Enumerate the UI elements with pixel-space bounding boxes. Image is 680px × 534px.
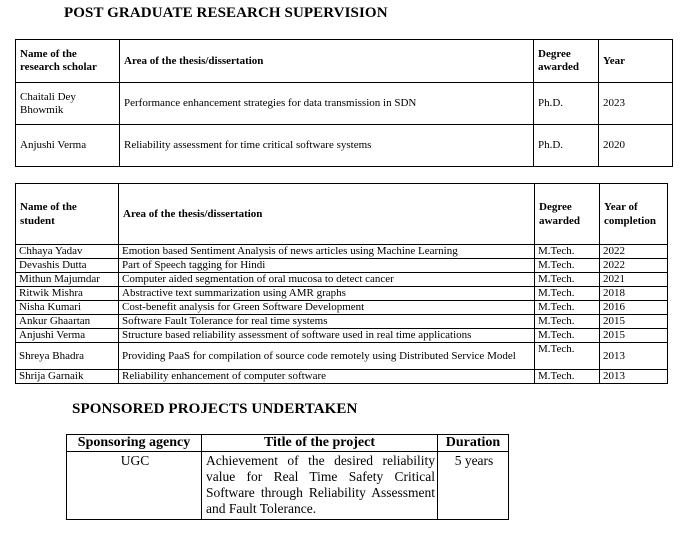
student-name: Chhaya Yadav <box>16 245 119 259</box>
table-row <box>67 452 509 520</box>
header-year: Year <box>599 40 673 83</box>
degree: M.Tech. <box>535 370 600 384</box>
table-row <box>16 301 668 315</box>
thesis-area: Providing PaaS for compilation of source code remotely using Distributed Service Model <box>119 343 535 370</box>
header-thesis-area: Area of the thesis/dissertation <box>120 40 534 83</box>
student-name: Anjushi Verma <box>16 329 119 343</box>
header-student-name: Name of the student <box>16 184 119 245</box>
header-sponsoring-agency: Sponsoring agency <box>67 435 202 452</box>
header-duration: Duration <box>438 435 509 452</box>
header-year-completion: Year of completion <box>600 184 668 245</box>
year: 2022 <box>600 245 668 259</box>
degree: M.Tech. <box>535 301 600 315</box>
section-title-sponsored: SPONSORED PROJECTS UNDERTAKEN <box>72 401 358 417</box>
year: 2021 <box>600 273 668 287</box>
thesis-area: Cost-benefit analysis for Green Software Development <box>119 301 535 315</box>
table-row <box>16 287 668 301</box>
thesis-area: Computer aided segmentation of oral mucosa to detect cancer <box>119 273 535 287</box>
year: 2018 <box>600 287 668 301</box>
student-table <box>15 183 668 384</box>
thesis-area: Structure based reliability assessment of software used in real time applications <box>119 329 535 343</box>
student-name: Mithun Majumdar <box>16 273 119 287</box>
table-row <box>16 315 668 329</box>
student-name: Ankur Ghaartan <box>16 315 119 329</box>
student-name: Nisha Kumari <box>16 301 119 315</box>
year: 2023 <box>599 83 673 125</box>
year: 2013 <box>600 370 668 384</box>
table-header-row <box>16 184 668 245</box>
year: 2020 <box>599 125 673 167</box>
student-name: Shrija Garnaik <box>16 370 119 384</box>
table-row <box>16 259 668 273</box>
year: 2016 <box>600 301 668 315</box>
sponsoring-agency: UGC <box>67 452 202 520</box>
table-row <box>16 329 668 343</box>
degree: Ph.D. <box>534 83 599 125</box>
student-name: Ritwik Mishra <box>16 287 119 301</box>
degree: M.Tech. <box>535 329 600 343</box>
table-row <box>16 343 668 370</box>
year: 2022 <box>600 259 668 273</box>
thesis-area: Reliability enhancement of computer software <box>119 370 535 384</box>
student-name: Devashis Dutta <box>16 259 119 273</box>
table-header-row <box>67 435 509 452</box>
header-degree: Degree awarded <box>534 40 599 83</box>
scholar-name: Anjushi Verma <box>16 125 120 167</box>
table-row <box>16 245 668 259</box>
year: 2015 <box>600 315 668 329</box>
sponsored-projects-table <box>66 434 509 520</box>
degree: M.Tech. <box>535 343 600 370</box>
header-thesis-area: Area of the thesis/dissertation <box>119 184 535 245</box>
year: 2015 <box>600 329 668 343</box>
thesis-area: Software Fault Tolerance for real time systems <box>119 315 535 329</box>
thesis-area: Performance enhancement strategies for data transmission in SDN <box>120 83 534 125</box>
degree: M.Tech. <box>535 287 600 301</box>
degree: M.Tech. <box>535 259 600 273</box>
thesis-area: Reliability assessment for time critical software systems <box>120 125 534 167</box>
table-row <box>16 83 673 125</box>
degree: Ph.D. <box>534 125 599 167</box>
table-row <box>16 370 668 384</box>
thesis-area: Part of Speech tagging for Hindi <box>119 259 535 273</box>
degree: M.Tech. <box>535 245 600 259</box>
header-project-title: Title of the project <box>202 435 438 452</box>
header-scholar-name: Name of the research scholar <box>16 40 120 83</box>
student-name: Shreya Bhadra <box>16 343 119 370</box>
table-row <box>16 273 668 287</box>
thesis-area: Emotion based Sentiment Analysis of news articles using Machine Learning <box>119 245 535 259</box>
year: 2013 <box>600 343 668 370</box>
table-header-row <box>16 40 673 83</box>
thesis-area: Abstractive text summarization using AMR graphs <box>119 287 535 301</box>
scholar-name: Chaitali Dey Bhowmik <box>16 83 120 125</box>
degree: M.Tech. <box>535 273 600 287</box>
project-title: Achievement of the desired reliability value for Real Time Safety Critical Software through Reliability Assessment and Fault Tolerance. <box>202 452 438 520</box>
table-row <box>16 125 673 167</box>
duration: 5 years <box>438 452 509 520</box>
research-scholar-table <box>15 39 673 167</box>
degree: M.Tech. <box>535 315 600 329</box>
header-degree: Degree awarded <box>535 184 600 245</box>
section-title-pg-research: POST GRADUATE RESEARCH SUPERVISION <box>64 5 388 21</box>
